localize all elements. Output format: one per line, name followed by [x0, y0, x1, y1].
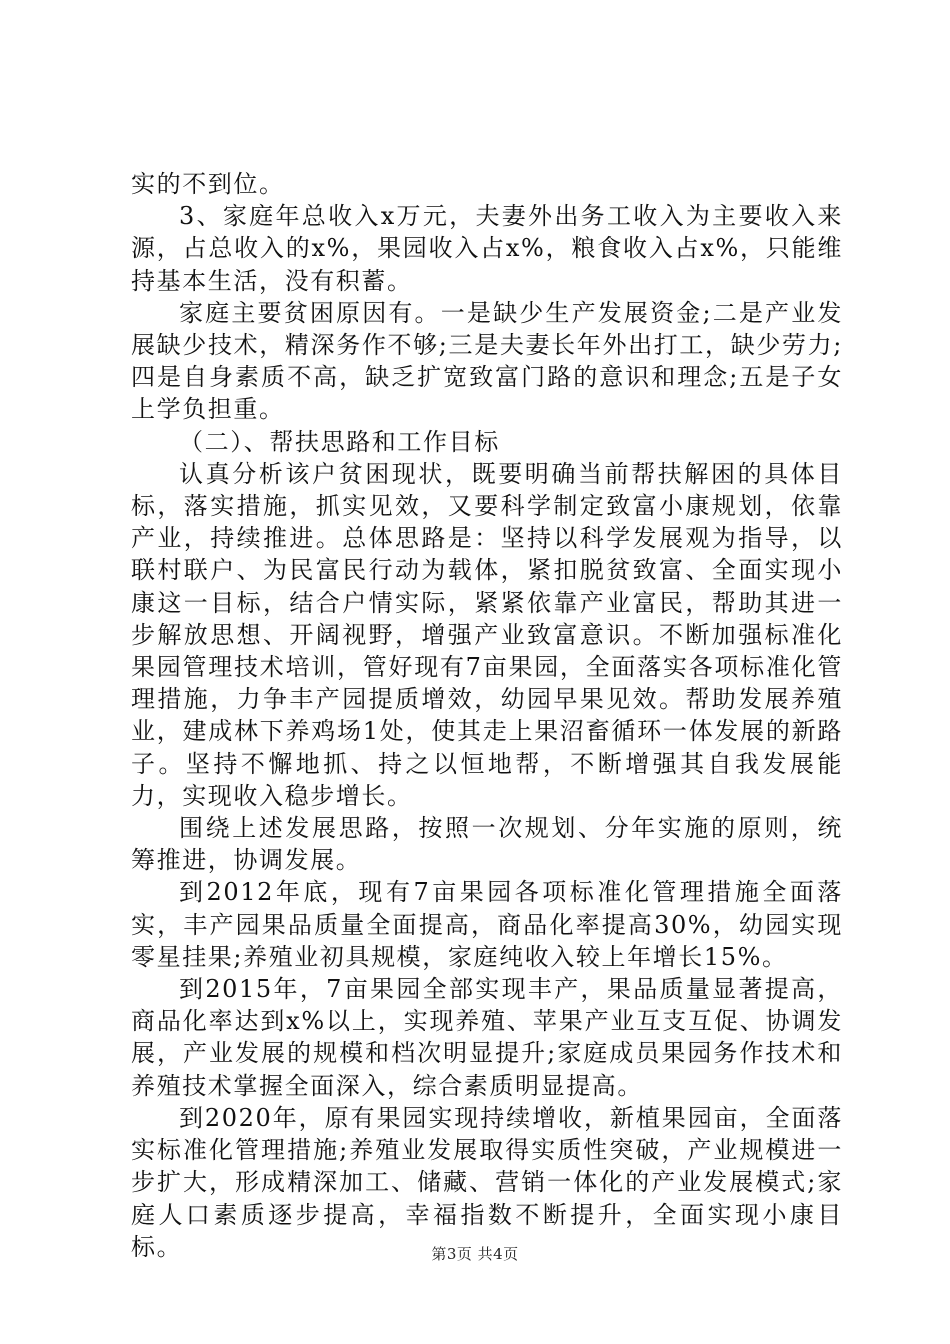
paragraph-income: 3、家庭年总收入x万元，夫妻外出务工收入为主要收入来源，占总收入的x%，果园收入占x%，粮食收入占x%，只能维持基本生活，没有积蓄。 [131, 202, 843, 295]
page-footer [0, 1243, 950, 1264]
paragraph-continuation: 实的不到位。 [131, 170, 285, 198]
paragraph-planning-principle: 围绕上述发展思路，按照一次规划、分年实施的原则，统筹推进，协调发展。 [131, 814, 843, 875]
section-heading: （二）、帮扶思路和工作目标 [179, 427, 500, 456]
paragraph-goal-2020: 到2020年，原有果园实现持续增收，新植果园亩，全面落实标准化管理措施;养殖业发展取得实质性突破，产业规模进一步扩大，形成精深加工、储藏、营销一体化的产业发展模式;家庭人口素质逐步提高，幸福指数不断提升，全面实现小康目标。 [131, 1103, 843, 1261]
page-number-label: 第3页 共4页 [431, 1245, 519, 1263]
paragraph-overall-approach: 认真分析该户贫困现状，既要明确当前帮扶解困的具体目标，落实措施，抓实见效，又要科学制定致富小康规划，依靠产业，持续推进。总体思路是：坚持以科学发展观为指导，以联村联户、为民富民行动为载体，紧扣脱贫致富、全面实现小康这一目标，结合户情实际，紧紧依靠产业富民，帮助其进一步解放思想、开阔视野，增强产业致富意识。不断加强标准化果园管理技术培训，管好现有7亩果园，全面落实各项标准化管理措施，力争丰产园提质增效，幼园早果见效。帮助发展养殖业，建成林下养鸡场1处，使其走上果沼畜循环一体发展的新路子。坚持不懈地抓、持之以恒地帮，不断增强其自我发展能力，实现收入稳步增长。 [131, 459, 843, 810]
document-body [131, 168, 843, 1263]
paragraph-goal-2015: 到2015年，7亩果园全部实现丰产，果品质量显著提高，商品化率达到x%以上，实现养殖、苹果产业互支互促、协调发展，产业发展的规模和档次明显提升;家庭成员果园务作技术和养殖技术掌握全面深入，综合素质明显提高。 [131, 975, 843, 1100]
paragraph-goal-2012: 到2012年底，现有7亩果园各项标准化管理措施全面落实，丰产园果品质量全面提高，商品化率提高30%，幼园实现零星挂果;养殖业初具规模，家庭纯收入较上年增长15%。 [131, 878, 843, 971]
paragraph-poverty-causes: 家庭主要贫困原因有。一是缺少生产发展资金;二是产业发展缺少技术，精深务作不够;三是夫妻长年外出打工，缺少劳力;四是自身素质不高，缺乏扩宽致富门路的意识和理念;五是子女上学负担重。 [131, 298, 843, 424]
